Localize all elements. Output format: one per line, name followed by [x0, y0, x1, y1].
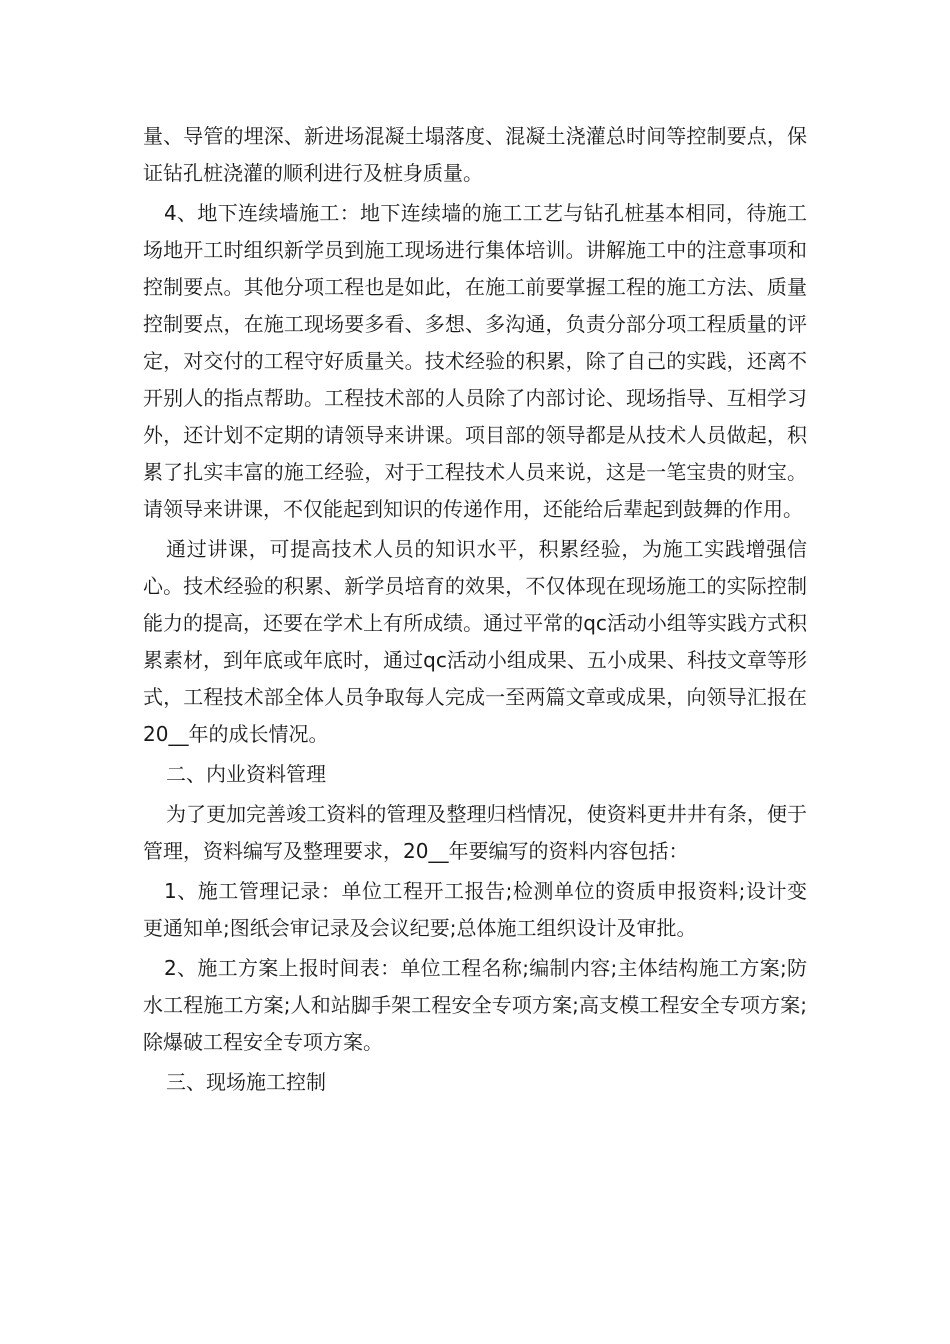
paragraph-lectures: 通过讲课，可提高技术人员的知识水平，积累经验，为施工实践增强信心。技术经验的积累、新学员培育的效果，不仅体现在现场施工的实际控制能力的提高，还要在学术上有所成绩。通过平常的qc活动小组等实践方式积累素材，到年底或年底时，通过qc活动小组成果、五小成果、科技文章等形式，工程技术部全体人员争取每人完成一至两篇文章或成果，向领导汇报在20__年的成长情况。 — [143, 537, 807, 746]
paragraph-management-records: 1、施工管理记录：单位工程开工报告;检测单位的资质申报资料;设计变更通知单;图纸会审记录及会议纪要;总体施工组织设计及审批。 — [143, 879, 807, 940]
paragraph-diaphragm-wall: 4、地下连续墙施工：地下连续墙的施工工艺与钻孔桩基本相同，待施工场地开工时组织新学员到施工现场进行集体培训。讲解施工中的注意事项和控制要点。其他分项工程也是如此，在施工前要掌握工程的施工方法、质量控制要点，在施工现场要多看、多想、多沟通，负责分部分项工程质量的评定，对交付的工程守好质量关。技术经验的积累，除了自己的实践，还离不开别人的指点帮助。工程技术部的人员除了内部讨论、现场指导、互相学习外，还计划不定期的请领导来讲课。项目部的领导都是从技术人员做起，积累了扎实丰富的施工经验，对于工程技术人员来说，这是一笔宝贵的财宝。请领导来讲课，不仅能起到知识的传递作用，还能给后辈起到鼓舞的作用。 — [143, 201, 807, 521]
section-heading-site-control: 三、现场施工控制 — [166, 1070, 326, 1094]
document-body — [143, 118, 807, 1101]
paragraph-completion-data: 为了更加完善竣工资料的管理及整理归档情况，使资料更井井有条，便于管理，资料编写及整理要求，20__年要编写的资料内容包括： — [143, 802, 807, 863]
paragraph-pile-quality: 量、导管的埋深、新进场混凝土塌落度、混凝土浇灌总时间等控制要点，保证钻孔桩浇灌的顺利进行及桩身质量。 — [143, 124, 807, 185]
paragraph-construction-plans: 2、施工方案上报时间表：单位工程名称;编制内容;主体结构施工方案;防水工程施工方案;人和站脚手架工程安全专项方案;高支模工程安全专项方案;除爆破工程安全专项方案。 — [143, 956, 807, 1054]
section-heading-internal-data: 二、内业资料管理 — [166, 762, 326, 786]
